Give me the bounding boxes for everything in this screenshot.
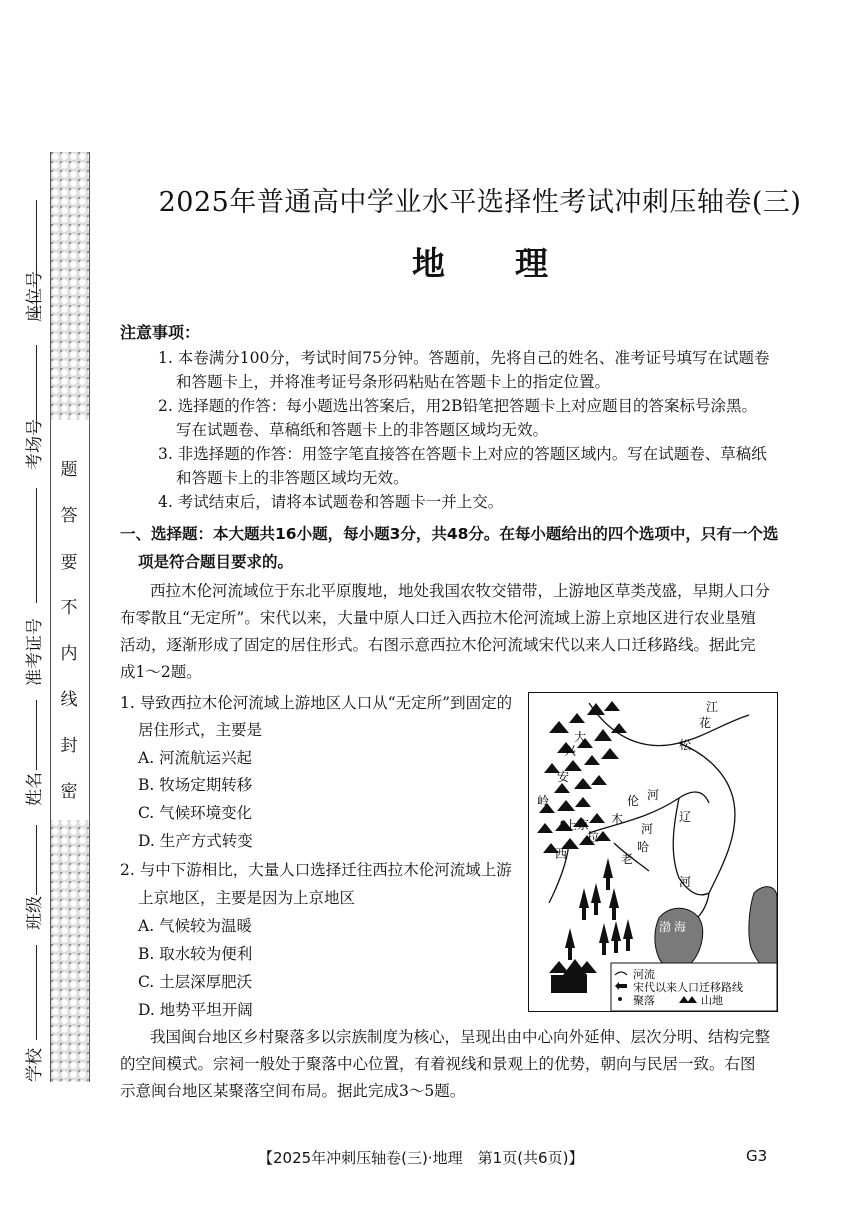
passage-line: 的空间模式。宗祠一般处于聚落中心位置，有着视线和景观上的优势，朝向与民居一致。右图	[120, 1055, 756, 1073]
passage-line: 活动，逐渐形成了固定的居住形式。右图示意西拉木伦河流域宋代以来人口迁移路线。据此完	[120, 636, 756, 654]
question-1-stem-cont: 居住形式，主要是	[138, 721, 263, 739]
seal-char: 内	[60, 644, 78, 664]
map-label: 拉	[587, 830, 600, 844]
subject-title: 地理	[412, 244, 618, 283]
seal-char: 密	[60, 782, 78, 802]
legend-route: 宋代以来人口迁移路线	[633, 981, 743, 994]
map-label: 大	[574, 730, 587, 744]
question-1-stem: 1. 导致西拉木伦河流域上游地区人口从“无定所”到固定的	[120, 694, 513, 712]
section-heading	[120, 520, 800, 576]
passage-line: 我国闽台地区乡村聚落多以宗族制度为核心，呈现出由中心向外延伸、层次分明、结构完整	[150, 1028, 771, 1046]
school-line[interactable]	[36, 945, 37, 1040]
seal-char: 题	[60, 460, 78, 480]
mountain-symbols	[537, 701, 627, 993]
ticket-number-line[interactable]	[36, 488, 37, 603]
notice-item: 和答题卡上的非答题区域均无效。	[176, 469, 409, 487]
notice-heading: 注意事项：	[120, 323, 201, 342]
page-footer: 【2025年冲刺压轴卷(三)·地理 第1页(共6页)】	[258, 1149, 584, 1167]
option-a[interactable]: A. 气候较为温暖	[138, 917, 253, 935]
paper-code: G3	[746, 1147, 768, 1165]
school-label: 学校	[25, 1048, 45, 1082]
option-c[interactable]: C. 气候环境变化	[138, 804, 253, 822]
map-label: 河	[647, 788, 660, 802]
map-label: 木	[611, 812, 624, 826]
map-label: 老	[621, 852, 634, 866]
legend-settlement: 聚落	[633, 994, 655, 1007]
section-heading-line: 一、选择题：本大题共16小题，每小题3分，共48分。在每小题给出的四个选项中，只有一个选	[120, 525, 779, 543]
legend-mountain: 山地	[701, 994, 723, 1007]
map-label: 海	[674, 920, 687, 934]
migration-arrows	[565, 858, 633, 960]
notice-item: 1. 本卷满分100分，考试时间75分钟。答题前，先将自己的姓名、准考证号填写在试题卷	[158, 349, 770, 367]
settlement-legend-icon	[618, 997, 622, 1001]
map-label: 安	[557, 770, 570, 784]
seal-char: 线	[60, 690, 78, 710]
map-label: 辽	[679, 810, 692, 824]
seal-char: 要	[60, 553, 78, 573]
migration-map-svg	[529, 693, 777, 1011]
notice-item: 4. 考试结束后，请将本试题卷和答题卡一并上交。	[158, 493, 504, 511]
map-label: 伦	[627, 794, 640, 808]
class-label: 班级	[25, 896, 45, 930]
exam-title: 2025年普通高中学业水平选择性考试冲刺压轴卷(三)	[158, 187, 802, 218]
passage-2	[120, 1024, 800, 1105]
option-b[interactable]: B. 取水较为便利	[138, 945, 253, 963]
seal-char: 不	[60, 598, 78, 618]
notice-item: 2. 选择题的作答：每小题选出答案后，用2B铅笔把答题卡上对应题目的答案标号涂黑。	[158, 397, 757, 415]
question-2-stem-cont: 上京地区，主要是因为上京地区	[138, 889, 356, 907]
exam-room-label: 考场号	[25, 419, 45, 470]
name-label: 姓名	[25, 772, 45, 806]
binding-strip-seal-area	[50, 420, 90, 820]
map-label: 上京	[565, 818, 590, 832]
notice-item: 3. 非选择题的作答：用签字笔直接答在答题卡上对应的答题区域内。写在试题卷、草稿纸	[158, 445, 767, 463]
migration-map	[528, 692, 778, 1012]
map-label: 江	[706, 700, 719, 714]
ticket-number-label: 准考证号	[25, 618, 45, 686]
seat-number-label: 座位号	[25, 271, 45, 322]
notice-item: 写在试题卷、草稿纸和答题卡上的非答题区域均无效。	[176, 421, 549, 439]
map-label: 哈	[637, 840, 650, 854]
class-line[interactable]	[36, 825, 37, 895]
passage-line: 西拉木伦河流域位于东北平原腹地，地处我国农牧交错带，上游地区草类茂盛，早期人口分	[150, 582, 771, 600]
map-label: 河	[679, 875, 692, 889]
bohai-sea	[655, 908, 703, 969]
notice-item: 和答题卡上，并将准考证号条形码粘贴在答题卡上的指定位置。	[176, 373, 611, 391]
passage-line: 布零散且“无定所”。宋代以来，大量中原人口迁入西拉木伦河流域上游上京地区进行农业垦殖	[120, 609, 756, 627]
legend-river: 河流	[633, 968, 655, 981]
question-2-stem: 2. 与中下游相比，大量人口选择迁往西拉木伦河流域上游	[120, 861, 512, 879]
notice-list	[158, 346, 788, 514]
seal-char: 封	[60, 736, 78, 756]
option-b[interactable]: B. 牧场定期转移	[138, 776, 253, 794]
map-legend	[611, 963, 777, 1011]
passage-line: 示意闽台地区某聚落空间布局。据此完成3～5题。	[120, 1082, 466, 1100]
option-c[interactable]: C. 土层深厚肥沃	[138, 973, 253, 991]
option-d[interactable]: D. 生产方式转变	[138, 832, 253, 850]
section-heading-line: 项是符合题目要求的。	[138, 553, 294, 571]
map-label: 花	[699, 716, 712, 730]
passage-line: 成1～2题。	[120, 663, 202, 681]
map-label: 松	[679, 738, 692, 752]
map-label: 渤	[659, 920, 672, 934]
passage-1	[120, 578, 800, 686]
map-label: 河	[641, 822, 654, 836]
option-a[interactable]: A. 河流航运兴起	[138, 749, 253, 767]
option-d[interactable]: D. 地势平坦开阔	[138, 1001, 253, 1019]
seal-char: 答	[60, 506, 78, 526]
name-line[interactable]	[36, 700, 37, 770]
map-label: 兴	[564, 744, 577, 758]
map-label: 西	[555, 847, 568, 861]
map-label: 岭	[537, 794, 550, 808]
